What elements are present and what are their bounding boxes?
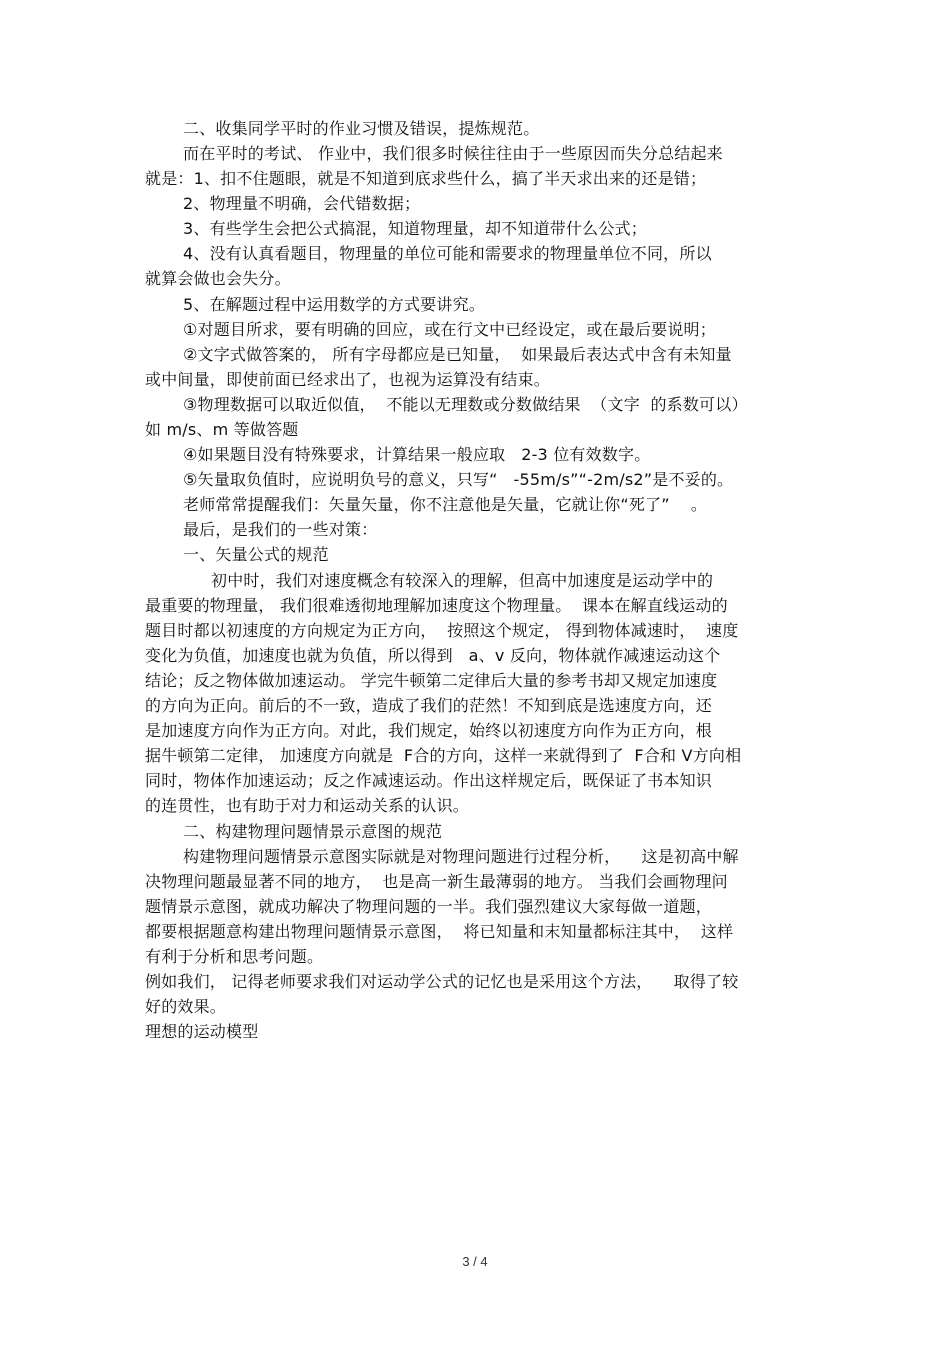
paragraph-line: 就是：1、扣不住题眼，就是不知道到底求些什么，搞了半天求出来的还是错； <box>145 169 707 188</box>
paragraph-line: 有利于分析和思考问题。 <box>145 947 324 966</box>
paragraph-line: 结论；反之物体做加速运动。 学完牛顿第二定律后大量的参考书却又规定加速度 <box>145 671 718 690</box>
list-item-3: 3、有些学生会把公式搞混，知道物理量，却不知道带什么公式； <box>183 219 647 238</box>
teacher-reminder: 老师常常提醒我们：矢量矢量，你不注意他是矢量，它就让你“死了” 。 <box>183 495 708 514</box>
paragraph-line: 同时，物体作加速运动；反之作减速运动。作出这样规定后，既保证了书本知识 <box>145 771 713 790</box>
paragraph-line: 的连贯性，也有助于对力和运动关系的认识。 <box>145 796 470 815</box>
rule-item-1: ①对题目所求，要有明确的回应，或在行文中已经设定，或在最后要说明； <box>183 320 716 339</box>
list-item-4: 4、没有认真看题目，物理量的单位可能和需要求的物理量单位不同，所以 <box>183 244 712 263</box>
heading-vector-formula: 一、矢量公式的规范 <box>183 545 329 564</box>
paragraph-line: 变化为负值，加速度也就为负值，所以得到 a、v 反向，物体就作减速运动这个 <box>145 646 721 665</box>
list-item-2: 2、物理量不明确，会代错数据； <box>183 194 421 213</box>
rule-item-2: ②文字式做答案的， 所有字母都应是已知量， 如果最后表达式中含有未知量 <box>183 345 732 364</box>
heading-collect-habits: 二、收集同学平时的作业习惯及错误，提炼规范。 <box>183 119 540 138</box>
rule-item-4: ④如果题目没有特殊要求，计算结果一般应取 2-3 位有效数字。 <box>183 445 651 464</box>
paragraph-line: 决物理问题最显著不同的地方， 也是高一新生最薄弱的地方。 当我们会画物理问 <box>145 872 728 891</box>
rule-item-3: ③物理数据可以取近似值， 不能以无理数或分数做结果 （文字 的系数可以） <box>183 395 748 414</box>
paragraph-line: 最重要的物理量， 我们很难透彻地理解加速度这个物理量。 课本在解直线运动的 <box>145 596 728 615</box>
paragraph-line: 都要根据题意构建出物理问题情景示意图， 将已知量和末知量都标注其中， 这样 <box>145 922 734 941</box>
paragraph-line: 据牛顿第二定律， 加速度方向就是 F合的方向，这样一来就得到了 F合和 V方向相 <box>145 746 742 765</box>
countermeasures-intro: 最后，是我们的一些对策： <box>183 520 378 539</box>
rule-item-3-cont: 如 m/s、m 等做答题 <box>145 420 299 439</box>
heading-ideal-motion-model: 理想的运动模型 <box>145 1022 259 1041</box>
paragraph-line: 是加速度方向作为正方向。对此，我们规定，始终以初速度方向作为正方向，根 <box>145 721 713 740</box>
list-item-5: 5、在解题过程中运用数学的方式要讲究。 <box>183 295 485 314</box>
rule-item-5: ⑤矢量取负值时，应说明负号的意义，只写“ -55m/s”“-2m/s2”是不妥的。 <box>183 470 734 489</box>
rule-item-2-cont: 或中间量，即使前面已经求出了，也视为运算没有结束。 <box>145 370 551 389</box>
paragraph-line: 题情景示意图，就成功解决了物理问题的一半。我们强烈建议大家每做一道题， <box>145 897 713 916</box>
paragraph-line: 而在平时的考试、 作业中，我们很多时候往往由于一些原因而失分总结起来 <box>183 144 723 163</box>
page-number: 3 / 4 <box>462 1254 488 1269</box>
paragraph-line: 初中时，我们对速度概念有较深入的理解，但高中加速度是运动学中的 <box>211 571 714 590</box>
paragraph-line: 好的效果。 <box>145 997 227 1016</box>
list-item-4-cont: 就算会做也会失分。 <box>145 269 291 288</box>
paragraph-line: 的方向为正向。前后的不一致，造成了我们的茫然！不知到底是选速度方向，还 <box>145 696 713 715</box>
paragraph-line: 题目时都以初速度的方向规定为正方向， 按照这个规定， 得到物体减速时， 速度 <box>145 621 739 640</box>
heading-scenario-diagram: 二、构建物理问题情景示意图的规范 <box>183 822 443 841</box>
paragraph-line: 构建物理问题情景示意图实际就是对物理问题进行过程分析， 这是初高中解 <box>183 847 739 866</box>
paragraph-line: 例如我们， 记得老师要求我们对运动学公式的记忆也是采用这个方法， 取得了较 <box>145 972 739 991</box>
